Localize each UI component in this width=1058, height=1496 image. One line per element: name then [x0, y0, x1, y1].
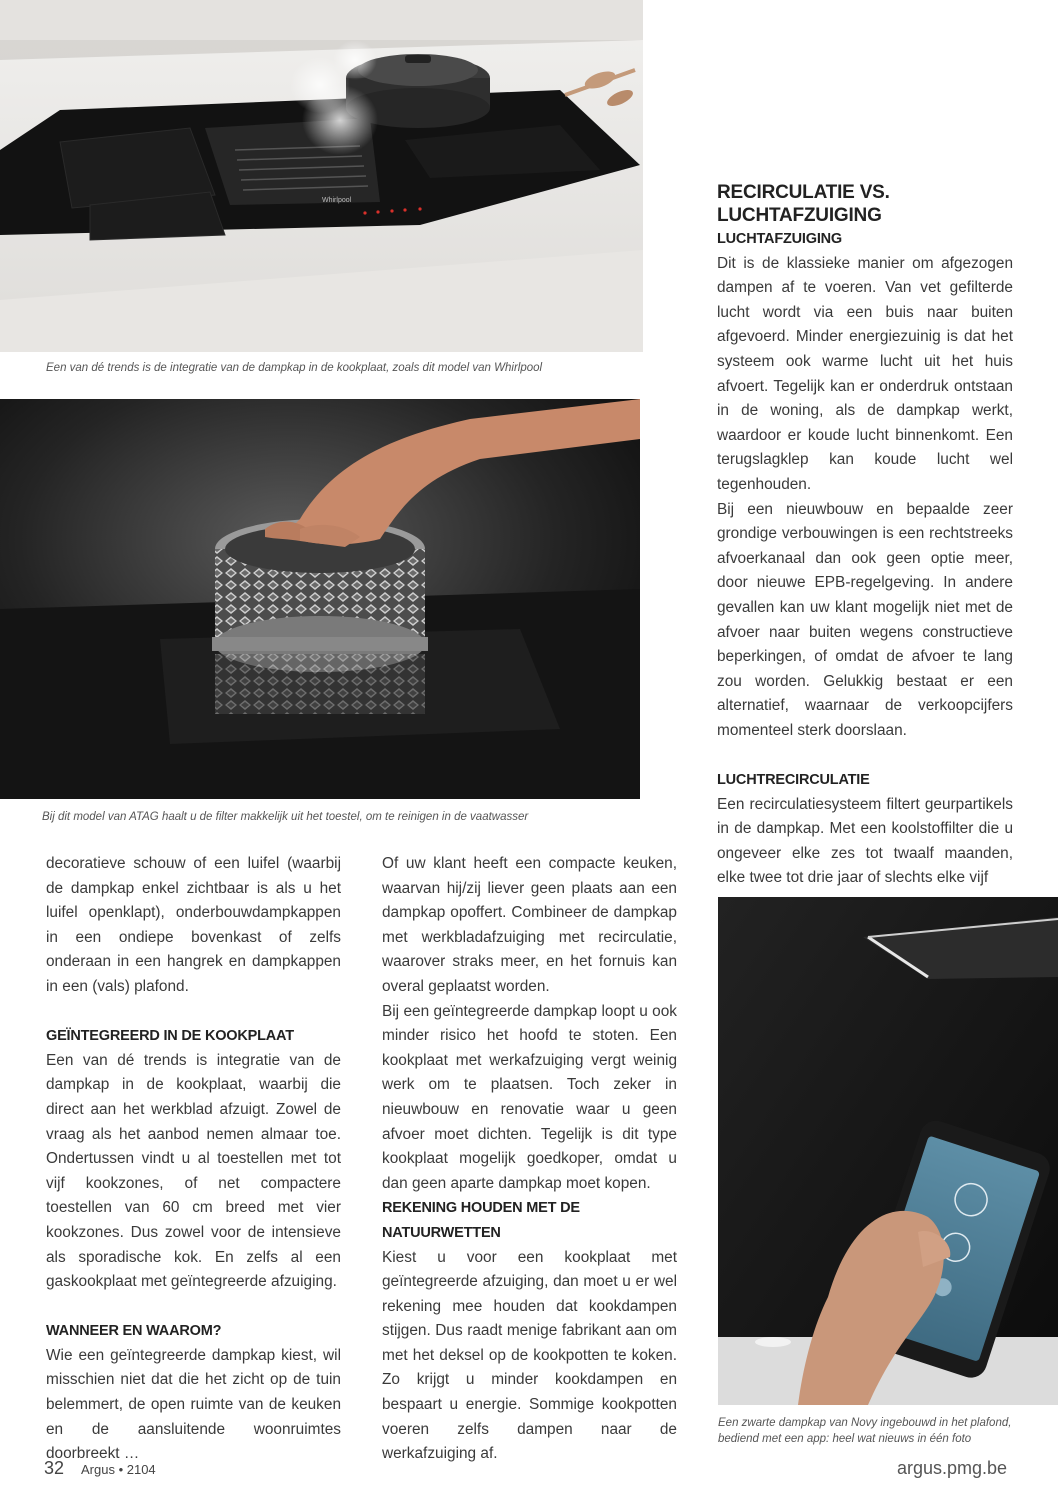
col2-paragraph-1: Of uw klant heeft een compacte keuken, waarvan hij/zij liever geen plaats aan een dampkap opoffert. Combineer de dampkap met werkbladafzuiging met recirculatie, waarover straks meer, en het fornuis kan overal geplaatst worden.: [382, 855, 677, 995]
photo-whirlpool-cooktop: [0, 0, 643, 352]
col1-paragraph-3: Wie een geïntegreerde dampkap kiest, wil misschien niet dat die het zicht op de tuin belemmert, de open ruimte van de keuken en de aansluitende woonruimtes doorbreekt …: [46, 1346, 341, 1463]
section-title-line2: LUCHTAFZUIGING: [717, 205, 882, 226]
article-column-2: [382, 852, 677, 1467]
website-url: argus.pmg.be: [897, 1458, 1008, 1478]
page-number: 32: [44, 1458, 65, 1478]
col2-paragraph-2: Bij een geïntegreerde dampkap loopt u ook minder risico het hoofd te stoten. Een kookplaat met werkafzuiging vergt weinig werk om te plaatsen. Toch zeker in nieuwbouw en renovatie waar u geen afvoer moet dichten. Tegelijk is dit type kookplaat mogelijk goedkoper, omdat u dan geen aparte dampkap moet kopen.: [382, 1002, 677, 1192]
col1-paragraph-2: Een van dé trends is integratie van de dampkap in de kookplaat, waarbij die direct aan het werkblad afzuigt. Zowel de vraag als het aanbod nemen almaar toe. Ondertussen vindt u al toestellen met tot vijf kookzones, of net compactere toestellen van 60 cm breed met vier kookzones. Dus zowel voor de intensieve als sporadische kok. En zelfs al een gaskookplaat met geïntegreerde afzuiging.: [46, 1051, 341, 1291]
photo-novy-app: [718, 897, 1058, 1405]
heading-rekening-line2: NATUURWETTEN: [382, 1224, 501, 1241]
caption-novy-line1: Een zwarte dampkap van Novy ingebouwd in het plafond,: [718, 1417, 1012, 1429]
heading-luchtrecirculatie: LUCHTRECIRCULATIE: [717, 772, 870, 789]
issue-label: Argus • 2104: [81, 1462, 156, 1477]
photo-atag-filter: [0, 399, 640, 799]
caption-whirlpool: Een van dé trends is de integratie van de dampkap in de kookplaat, zoals dit model van Whirlpool: [46, 362, 543, 374]
col3-paragraph-1: Dit is de klassieke manier om afgezogen dampen af te voeren. Van vet gefilterde lucht wordt via een buis naar buiten afgevoerd. Minder energiezuinig is dat het systeem ook warme lucht uit het huis afvoert. Tegelijk kan er onderdruk ontstaan in de woning, als de dampkap werkt, waardoor er koude lucht binnenkomt. Een terugslagklep kan koude lucht wel tegenhouden.: [717, 254, 1013, 493]
heading-luchtafzuiging: LUCHTAFZUIGING: [717, 231, 842, 247]
col2-paragraph-3: Kiest u voor een kookplaat met geïntegreerde afzuiging, dan moet u er wel rekening mee houden dat kookdampen stijgen. Dus raadt menige fabrikant aan om met het deksel op de kookpotten te koken. Zo krijgt u minder kookdampen en bespaart u energie. Sommige kookpotten voeren zelfs dampen naar de werkafzuiging af.: [382, 1248, 677, 1463]
heading-rekening-line1: REKENING HOUDEN MET DE: [382, 1200, 580, 1217]
caption-novy-line2: bediend met een app: heel wat nieuws in één foto: [718, 1433, 972, 1445]
heading-geintegreerd: GEÏNTEGREERD IN DE KOOKPLAAT: [46, 1028, 294, 1045]
whirlpool-brand-mark: Whirlpool: [322, 197, 352, 204]
article-column-3: [717, 181, 1013, 891]
caption-atag: Bij dit model van ATAG haalt u de filter makkelijk uit het toestel, om te reinigen in de vaatwasser: [42, 811, 529, 823]
col1-paragraph-1: decoratieve schouw of een luifel (waarbij de dampkap enkel zichtbaar is als u het luifel openklapt), onderbouwdampkappen in een ondiepe bovenkast of zelfs onderaan in een hangrek en dampkappen in een (vals) plafond.: [46, 855, 341, 995]
section-title-line1: RECIRCULATIE VS.: [717, 182, 890, 203]
heading-wanneer-waarom: WANNEER EN WAAROM?: [46, 1323, 222, 1340]
article-column-1: [46, 852, 341, 1467]
col3-paragraph-3: Een recirculatiesysteem filtert geurpartikels in de dampkap. Met een koolstoffilter die u ongeveer elke zes tot twaalf maanden, elke twee tot drie jaar of slechts elke vijf: [717, 795, 1013, 887]
col3-paragraph-2: Bij een nieuwbouw en bepaalde zeer grondige verbouwingen is een rechtstreeks afvoerkanaal dan ook geen optie meer, door nieuwe EPB-regelgeving. In andere gevallen kan uw klant mogelijk niet met de afvoer naar buiten wegens constructieve beperkingen, of omdat de afvoer te lang zou worden. Gelukkig bestaat er een alternatief, waarnaar de verkoopcijfers momenteel sterk doorslaan.: [717, 500, 1013, 739]
